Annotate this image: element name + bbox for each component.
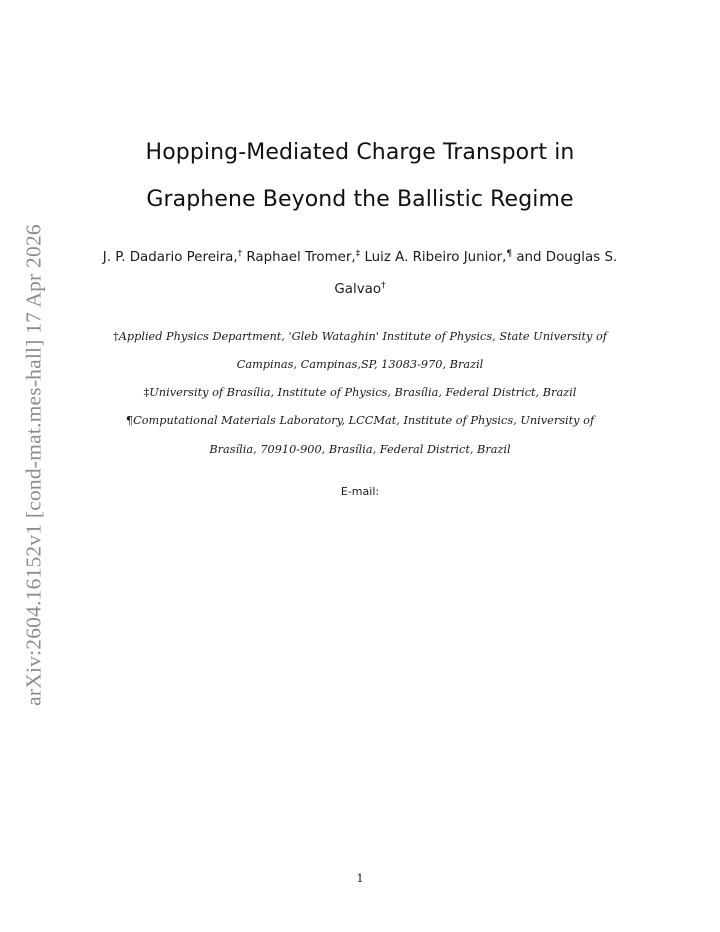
affiliation-line-2: Campinas, Campinas,SP, 13083-970, Brazil	[236, 358, 484, 371]
affiliation-text: University of Brasília, Institute of Physics, Brasília, Federal District, Brazil	[149, 386, 577, 399]
affiliation-text: Applied Physics Department, 'Gleb Wataghin' Institute of Physics, State University of	[118, 330, 607, 343]
email-label: E-mail:	[340, 485, 380, 498]
paper-title-line-2: Graphene Beyond the Ballistic Regime	[146, 187, 574, 212]
author-list-line-2	[0, 282, 720, 297]
affiliation-line-1	[0, 330, 720, 343]
affiliation-mark: †	[113, 330, 119, 343]
affiliation-mark: ‡	[143, 386, 150, 399]
paper-title-line-1: Hopping-Mediated Charge Transport in	[145, 140, 575, 165]
author-name: J. P. Dadario Pereira,	[102, 250, 238, 265]
page-number: 1	[356, 871, 364, 885]
affiliation-line-4	[0, 414, 720, 427]
affiliation-mark: †	[237, 249, 243, 259]
affiliation-text: Computational Materials Laboratory, LCCMat, Institute of Physics, University of	[133, 414, 595, 427]
affiliation-line-3	[0, 386, 720, 399]
affiliation-mark: †	[381, 281, 386, 291]
author-conjunction: and Douglas S.	[516, 250, 618, 265]
author-name: Galvao	[334, 282, 382, 297]
arxiv-identifier-stamp: arXiv:2604.16152v1 [cond-mat.mes-hall] 17 Apr 2026	[21, 224, 46, 706]
author-list-line-1	[0, 250, 720, 265]
affiliation-line-5: Brasília, 70910-900, Brasília, Federal District, Brazil	[209, 443, 511, 456]
affiliation-mark: ‡	[355, 249, 361, 259]
author-name: Luiz A. Ribeiro Junior,	[364, 250, 507, 265]
affiliation-mark: ¶	[506, 249, 513, 259]
affiliation-mark: ¶	[125, 414, 134, 427]
author-name: Raphael Tromer,	[246, 250, 356, 265]
